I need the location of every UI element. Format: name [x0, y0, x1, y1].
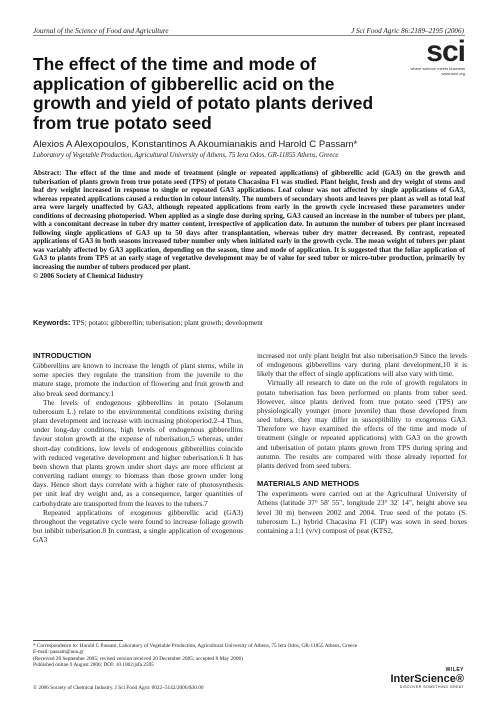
footnote-published: Published online 9 August 2006; DOI: 10.1002/jsfa.2595: [33, 662, 154, 669]
article-affiliation: Laboratory of Vegetable Production, Agricultural University of Athens, 75 Iera Odos, GR-11855 Athens, Greece: [33, 152, 339, 159]
keywords-text: TPS; potato; gibberellin; tuberisation; plant growth; development: [72, 318, 263, 327]
sci-logo-mark: sci: [426, 35, 465, 68]
right-paragraph-2: Virtually all research to date on the role of growth regulators in potato tuberisation has been performed on plants from tuber seed. However, since plants derived from true potato seed (TPS) are physiologically younger (more juvenile) than those developed from seed tubers, they may differ in susceptibility to exogenous GA3. Therefore we have examined the effects of the time and mode of treatment (single or repeated applications) with GA3 on the growth and tuberisation of potato plants grown from TPS during spring and autumn. The results are compared with those already reported for plants derived from seed tubers.: [257, 378, 467, 470]
sci-logo-line2: www.soci.org: [441, 71, 465, 76]
abstract: [33, 169, 465, 280]
intro-paragraph-2: The levels of endogenous gibberellins in potato (Solanum tuberosum L.) relate to the environmental conditions existing during plant development and increase with increasing photoperiod.2–4 Thus, under long-day conditions, high levels of endogenous gibberellins favour stolon growth at the expense of tuberisation,5 whereas, under short-day conditions, low levels of endogenous gibberellins coincide with reduced vegetative development and higher tuberisation.6 It has been shown that plants grown under short days are more efficient at converting radiant energy to biomass than those grown under long days. Hence short days correlate with a higher rate of photosynthesis per unit leaf dry weight and, as a consequence, larger quantities of carbohydrate are transported from the leaves to the tubers.7: [33, 397, 243, 508]
footnotes: [33, 643, 413, 669]
article-authors: Alexios A Alexopoulos, Konstantinos A Akoumianakis and Harold C Passam*: [33, 139, 358, 150]
journal-citation: J Sci Food Agric 86:2189–2195 (2006): [350, 27, 464, 35]
sci-logo-line1: where science meets business: [410, 66, 465, 71]
abstract-text: The effect of the time and mode of treatment (single or repeated applications) of gibberellic acid (GA3) on the growth and tuberisation of plants grown from true potato seed (TPS) of potato Chacasina F1 was studied. Plant height, fresh and dry weight of stems and leaf dry weight increased in response to single or repeated GA3 applications. Leaf colour was not affected by single applications of GA3, whereas repeated applications caused a reduction in colour intensity. The numbers of secondary shoots and leaves per plant as well as total leaf area were largely unaffected by GA3, although repeated applications from early in the growth cycle increased these parameters under conditions of decreasing photoperiod. When applied as a single dose during spring, GA3 caused an increase in the number of tubers per plant, with a concomitant decrease in tuber dry matter content, irrespective of application date. In autumn the number of tubers per plant increased following single applications of GA3 up to 50 days after transplantation, whereas tuber dry matter decreased. By contrast, repeated applications of GA3 in both seasons increased tuber number only when initiated early in the growth cycle. The mean weight of tubers per plant was variably affected by GA3 application, depending on the season, time and mode of application. It is suggested that the foliar application of GA3 to plants from TPS at an early stage of vegetative development may be of value for seed tuber or micro-tuber production, primarily by increasing the number of tubers produced per plant.: [33, 169, 465, 272]
wiley-interscience-logo: [390, 667, 464, 689]
intro-paragraph-1: Gibberellins are known to increase the length of plant stems, while in some species they regulate the transition from the juvenile to the mature stage, promote the induction of flowering and fruit growth and also break seed dormancy.1: [33, 361, 243, 398]
intro-paragraph-3: Repeated applications of exogenous gibberellic acid (GA3) throughout the vegetative cycle were found to increase foliage growth but inhibit tuberisation.8 In contrast, a single application of exogenous GA3: [33, 507, 243, 545]
footnote-received: (Received 28 September 2005; revised version received 20 December 2005; accepted 8 May 2006): [33, 655, 243, 662]
header-rule: [33, 35, 465, 36]
abstract-label: Abstract:: [33, 169, 62, 177]
keywords: [33, 318, 465, 327]
journal-name: Journal of the Science of Food and Agriculture: [33, 27, 169, 35]
interscience-tagline: DISCOVER SOMETHING GREAT: [399, 685, 464, 689]
right-column: [257, 351, 467, 535]
methods-paragraph-1: The experiments were carried out at the Agricultural University of Athens (latitude 37° 58′ 55″, longitude 23° 32′ 14″, height above sea level 30 m) between 2002 and 2004. True seed of the potato (S. tuberosum L.) hybrid Chacasina F1 (CIP) was sown in seed boxes containing a 1:1 (v/v) compost of peat (KTS2,: [257, 489, 467, 535]
wiley-label: WILEY: [445, 667, 464, 673]
left-column: [33, 351, 243, 544]
article-title: The effect of the time and mode of application of gibberellic acid on the growth and yield of potato plants derived from true potato seed: [33, 54, 374, 133]
interscience-label: InterScience®: [390, 673, 464, 685]
right-paragraph-1: increased not only plant height but also tuberisation.9 Since the levels of endogenous gibberellins vary during plant development,10 it is likely that the effect of single applications will also vary with time.: [257, 351, 467, 379]
footnote-correspondence: * Correspondence to: Harold C Passam, Laboratory of Vegetable Production, Agricultural University of Athens, 75 Iera Odos, GR-11855 Athens, Greece: [33, 643, 358, 649]
methods-heading: MATERIALS AND METHODS: [257, 479, 360, 489]
intro-heading: INTRODUCTION: [33, 351, 92, 360]
copyright-line: © 2006 Society of Chemical Industry. J Sci Food Agric 0022–5142/2006/$30.00: [33, 685, 204, 691]
footnote-email[interactable]: E-mail: passam@aua.gr: [33, 649, 84, 656]
footnote-rule: [33, 640, 123, 641]
keywords-label: Keywords:: [33, 318, 71, 327]
abstract-copyright: © 2006 Society of Chemical Industry: [33, 271, 144, 280]
sci-logo: [403, 35, 465, 84]
